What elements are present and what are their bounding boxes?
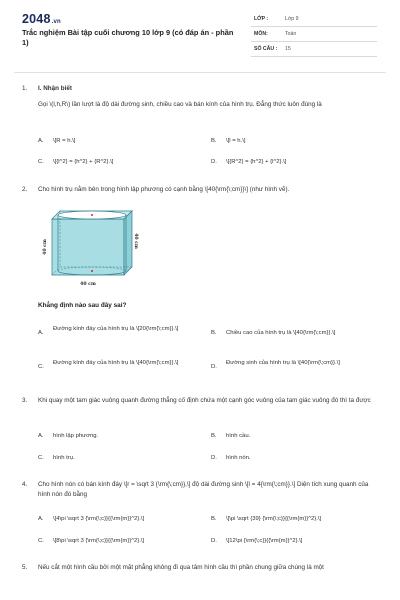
question-text: Khi quay một tam giác vuông quanh đường thẳng cố định chứa một cạnh góc vuông của tam giác vuông đó thì ta được — [38, 397, 371, 404]
option-text: \[12\pi {\rm{\;c}}{{\rm{m}}^2}.\] — [226, 538, 303, 544]
cube-side-face — [124, 211, 132, 275]
figure-svg — [40, 205, 136, 291]
meta-row-class — [251, 12, 377, 27]
option-letter: A. — [38, 433, 44, 439]
option-text: \[{R^2} = {h^2} + {l^2}.\] — [226, 159, 287, 165]
option-text: Đường kính đáy của hình trụ là \[40{\rm{\;cm}}.\] — [53, 360, 179, 366]
meta-key: LỚP : — [254, 16, 269, 22]
option-letter: C. — [38, 364, 44, 370]
header-divider — [14, 72, 386, 73]
top-center-point — [91, 214, 93, 216]
option-text: \[{l^2} = {h^2} + {R^2}.\] — [53, 159, 114, 165]
option-text: \[8\pi \sqrt 3 {\rm{\;c}}{{\rm{m}}^2}.\] — [53, 538, 145, 544]
option-text: Đường sinh của hình trụ là \[40{\rm{\;cm}}.\] — [226, 360, 340, 366]
left-dimension-label: 40 cm — [43, 239, 48, 255]
bottom-center-point — [91, 270, 93, 272]
question-number: 1. — [22, 85, 28, 92]
page-header — [0, 0, 400, 62]
page-title: Trắc nghiệm Bài tập cuối chương 10 lớp 9 (có đáp án - phần 1) — [22, 28, 234, 47]
option-letter: A. — [38, 330, 44, 336]
meta-key: MÔN: — [254, 31, 268, 37]
option-text: hình cầu. — [226, 433, 251, 439]
option-letter: D. — [211, 159, 217, 165]
question-number: 4. — [22, 481, 28, 488]
meta-value: Lớp 9 — [285, 16, 299, 22]
option-text: \[4\pi \sqrt 3 {\rm{\;c}}{{\rm{m}}^2}.\] — [53, 516, 145, 522]
question-text: Cho hình trụ nằm bên trong hình lập phương có cạnh bằng \[40{\rm{\;cm}}\] (như hình vẽ). — [38, 186, 290, 193]
question-text: Cho hình nón có bán kính đáy \[r = \sqrt 3 {\rm{\;cm}},\] độ dài đường sinh \[l = 4{\rm{\;cm}}.\] Diện tích xung quanh của hình nón đó bằng — [38, 481, 369, 498]
meta-row-count — [251, 42, 377, 57]
option-text: \[R = h.\] — [53, 138, 76, 144]
option-text: hình lập phương. — [53, 433, 99, 439]
option-letter: C. — [38, 159, 44, 165]
meta-value: Toán — [285, 31, 297, 37]
option-letter: B. — [211, 330, 217, 336]
option-letter: D. — [211, 364, 217, 370]
option-letter: A. — [38, 138, 44, 144]
option-letter: B. — [211, 138, 217, 144]
cube-front-face — [52, 219, 124, 275]
bottom-dimension-label: 40 cm — [80, 282, 96, 287]
option-text: Đường kính đáy của hình trụ là \[20{\rm{\;cm}}.\] — [53, 326, 179, 332]
option-letter: A. — [38, 516, 44, 522]
option-letter: B. — [211, 433, 217, 439]
question-2-subheading: Khẳng định nào sau đây sai? — [38, 302, 127, 309]
option-letter: B. — [211, 516, 217, 522]
question-text: Nếu cắt một hình cầu bởi một mặt phẳng không đi qua tâm hình cầu thì phần chung giữa chúng là một — [38, 564, 324, 571]
option-text: \[l = h.\] — [226, 138, 246, 144]
option-text: Chiều cao của hình trụ là \[40{\rm{\;cm}}.\] — [226, 330, 336, 336]
right-dimension-label: 40 cm — [133, 233, 138, 249]
meta-value: 15 — [285, 46, 291, 52]
question-number: 3. — [22, 397, 28, 404]
meta-key: SỐ CÂU : — [254, 46, 278, 52]
option-text: \[\pi \sqrt {39} {\rm{\;c}}{{\rm{m}}^2}.\] — [226, 516, 322, 522]
option-letter: D. — [211, 538, 217, 544]
question-number: 5. — [22, 564, 28, 571]
option-text: hình trụ. — [53, 455, 75, 461]
section-heading: I. Nhận biết — [38, 85, 72, 92]
meta-row-subject — [251, 27, 377, 42]
site-logo[interactable]: 2048.vn — [22, 12, 61, 26]
option-letter: C. — [38, 455, 44, 461]
option-text: hình nón. — [226, 455, 251, 461]
question-number: 2. — [22, 186, 28, 193]
option-letter: D. — [211, 455, 217, 461]
cube-cylinder-figure — [40, 205, 136, 291]
question-text: Gọi \(l,h,R\) lần lượt là độ dài đường sinh, chiều cao và bán kính của hình trụ. Đẳng thức luôn đúng là — [38, 101, 322, 108]
quiz-meta-table — [251, 12, 377, 57]
option-letter: C. — [38, 538, 44, 544]
